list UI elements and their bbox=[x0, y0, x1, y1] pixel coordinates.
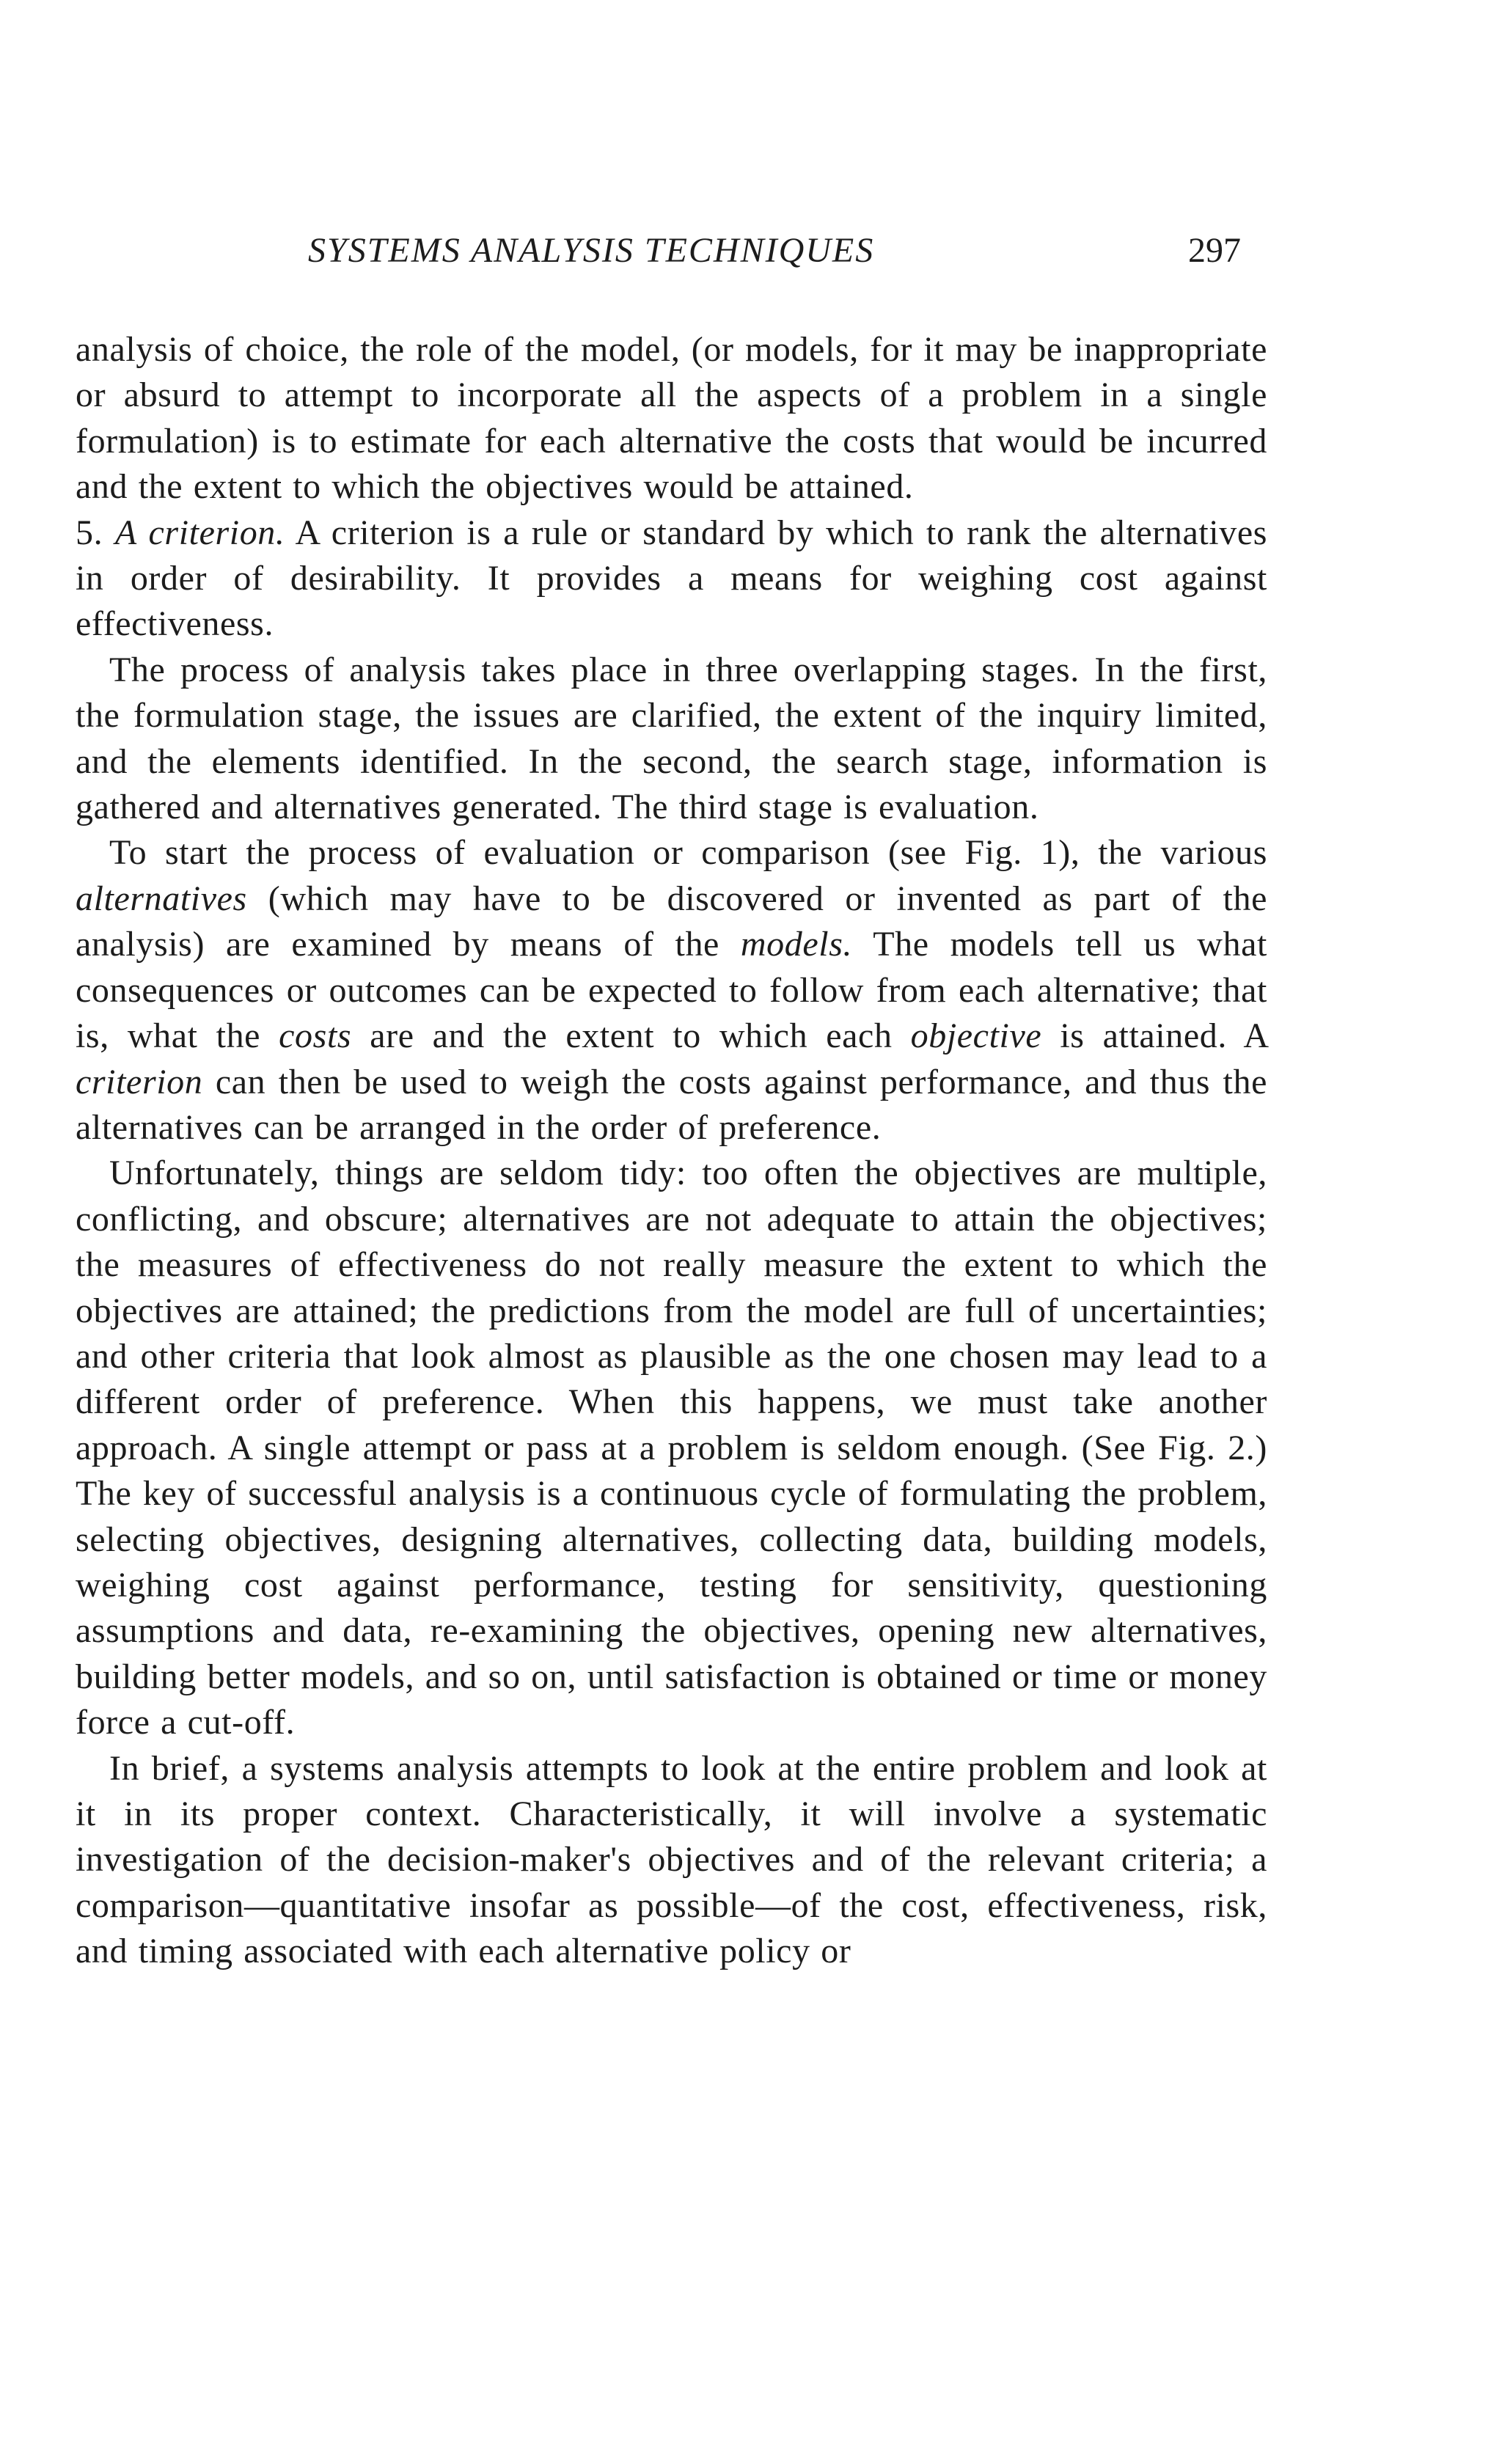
paragraph-5: Unfortunately, things are seldom tidy: too often the objectives are multiple, conflicting, and obscure; alternatives are not adequate to attain the objectives; the measures of effectiveness do not really measure the extent to which the objectives are attained; the predictions from the model are full of uncertainties; and other criteria that look almost as plausible as the one chosen may lead to a different order of preference. When this happens, we must take another approach. A single attempt or pass at a problem is seldom enough. (See Fig. 2.) The key of successful analysis is a continuous cycle of formulating the problem, selecting objectives, designing alternatives, collecting data, building models, weighing cost against performance, testing for sensitivity, questioning assumptions and data, re-examining the objectives, opening new alternatives, building better models, and so on, until satisfaction is obtained or time or money force a cut-off. bbox=[76, 1154, 1267, 1742]
paragraph-4-text-6: can then be used to weigh the costs against performance, and thus the alternatives can be arranged in the order of preference. bbox=[76, 1062, 1267, 1147]
term-criterion: criterion bbox=[76, 1062, 203, 1101]
paragraph-1: analysis of choice, the role of the model, (or models, for it may be inappropriate or absurd to attempt to incorporate all the aspects of a problem in a single formulation) is to estimate for each alternative the costs that would be incurred and the extent to which the objectives would be attained. bbox=[76, 330, 1267, 507]
list-item-number: 5. bbox=[76, 513, 103, 552]
running-head: SYSTEMS ANALYSIS TECHNIQUES bbox=[308, 231, 875, 270]
paragraph-4-text-5: is attained. A bbox=[1060, 1016, 1267, 1056]
paragraph-4-text-3: The models tell us what consequences or outcomes can be expected to follow from each alternative; that is, what the bbox=[76, 925, 1267, 1056]
term-objective: objective bbox=[910, 1016, 1042, 1056]
list-item-term: A criterion. bbox=[114, 513, 285, 552]
term-models: models. bbox=[740, 925, 853, 964]
list-item-text: A criterion is a rule or standard by which to rank the alternatives in order of desirability. It provides a means for weighing cost against effectiveness. bbox=[76, 513, 1267, 644]
body-text bbox=[76, 327, 1267, 1975]
page-number: 297 bbox=[1188, 231, 1241, 270]
term-alternatives: alternatives bbox=[76, 879, 247, 918]
paragraph-6: In brief, a systems analysis attempts to look at the entire problem and look at it in its proper context. Characteristically, it will involve a systematic investigation of the decision-maker's objectives and of the relevant criteria; a comparison—quantitative insofar as possible—of the cost, effectiveness, risk, and timing associated with each alternative policy or bbox=[76, 1748, 1267, 1971]
paragraph-4 bbox=[76, 830, 1267, 1151]
paragraph-4-text-1: To start the process of evaluation or comparison (see Fig. 1), the various bbox=[109, 833, 1267, 873]
paragraph-4-text-4: are and the extent to which each bbox=[370, 1016, 893, 1056]
list-item-5 bbox=[76, 510, 1267, 648]
term-costs: costs bbox=[279, 1016, 352, 1056]
paragraph-3: The process of analysis takes place in three overlapping stages. In the first, the formulation stage, the issues are clarified, the extent of the inquiry limited, and the elements identified. In the second, the search stage, information is gathered and alternatives generated. The third stage is evaluation. bbox=[76, 650, 1267, 827]
paragraph-4-text-2: (which may have to be discovered or invented as part of the analysis) are examined by means of the bbox=[76, 879, 1267, 964]
